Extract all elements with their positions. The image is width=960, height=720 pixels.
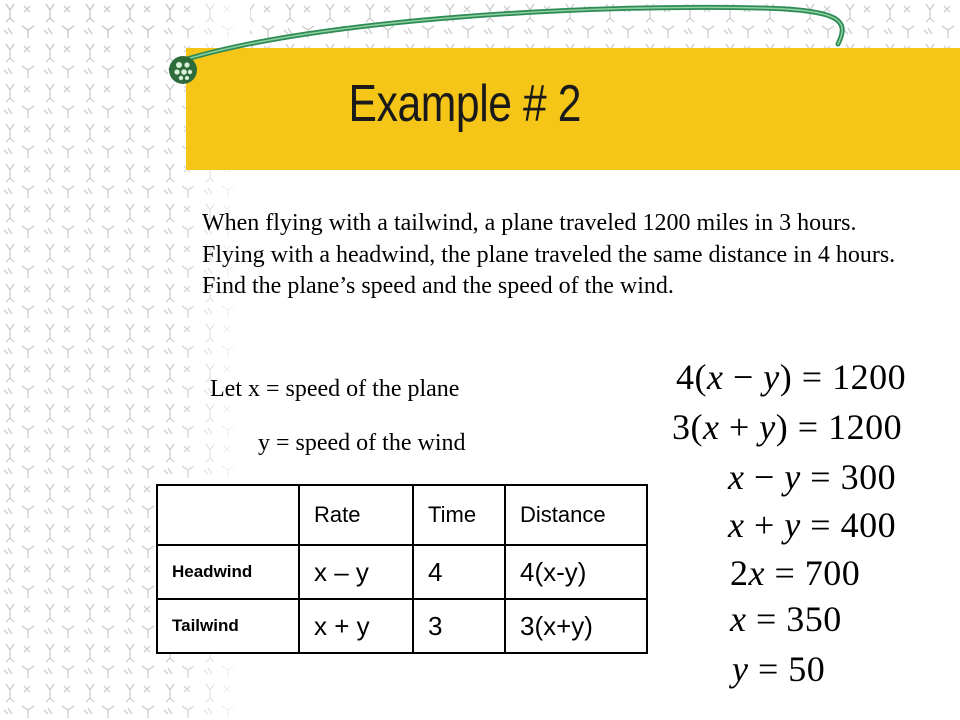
eq-rhs: ) = 1200 [779, 357, 907, 397]
rate-time-distance-table [156, 484, 648, 654]
eq-op: + [744, 505, 785, 545]
cell-distance-tailwind: 3(x+y) [505, 599, 647, 653]
header-cell-distance: Distance [505, 485, 647, 545]
eq-var-b: y [784, 505, 801, 545]
equation-6 [730, 598, 842, 640]
eq-coef: 3( [672, 407, 703, 447]
eq-var-a: x [748, 553, 765, 593]
header-cell-rate: Rate [299, 485, 413, 545]
equation-7 [732, 648, 825, 690]
table-row-tailwind [157, 599, 647, 653]
eq-var-a: x [728, 457, 745, 497]
header-cell-time: Time [413, 485, 505, 545]
eq-var-a: x [703, 407, 720, 447]
slide-title: Example # 2 [348, 75, 582, 133]
cell-time-headwind: 4 [413, 545, 505, 599]
eq-coef: 2 [730, 553, 749, 593]
variable-definition-x: Let x = speed of the plane [210, 376, 460, 402]
eq-op: − [744, 457, 785, 497]
eq-rhs: = 400 [800, 505, 897, 545]
eq-var-b: y [759, 407, 776, 447]
cell-distance-headwind: 4(x-y) [505, 545, 647, 599]
eq-coef: 4( [676, 357, 707, 397]
eq-op: + [719, 407, 760, 447]
equation-1 [676, 356, 906, 398]
variable-definition-y: y = speed of the wind [258, 430, 466, 456]
eq-rhs: = 300 [800, 457, 897, 497]
header-cell-empty [157, 485, 299, 545]
row-label-headwind: Headwind [157, 545, 299, 599]
row-label-tailwind: Tailwind [157, 599, 299, 653]
equation-4 [728, 504, 896, 546]
eq-rhs: = 350 [746, 599, 842, 639]
eq-op: − [723, 357, 764, 397]
cell-rate-tailwind: x + y [299, 599, 413, 653]
eq-rhs: = 700 [764, 553, 861, 593]
table-row-headwind [157, 545, 647, 599]
eq-var-a: x [730, 599, 747, 639]
problem-statement: When flying with a tailwind, a plane traveled 1200 miles in 3 hours. Flying with a headwind, the plane traveled the same distance in 4 hours. Find the plane’s speed and the speed of the wind. [202, 210, 896, 299]
eq-var-a: y [732, 649, 749, 689]
eq-rhs: ) = 1200 [775, 407, 903, 447]
equation-5 [730, 552, 860, 594]
equation-2 [672, 406, 902, 448]
eq-var-b: y [784, 457, 801, 497]
table-header-row [157, 485, 647, 545]
eq-var-a: x [728, 505, 745, 545]
cell-rate-headwind: x – y [299, 545, 413, 599]
eq-rhs: = 50 [748, 649, 826, 689]
eq-var-b: y [763, 357, 780, 397]
eq-var-a: x [707, 357, 724, 397]
equation-3 [728, 456, 896, 498]
cell-time-tailwind: 3 [413, 599, 505, 653]
